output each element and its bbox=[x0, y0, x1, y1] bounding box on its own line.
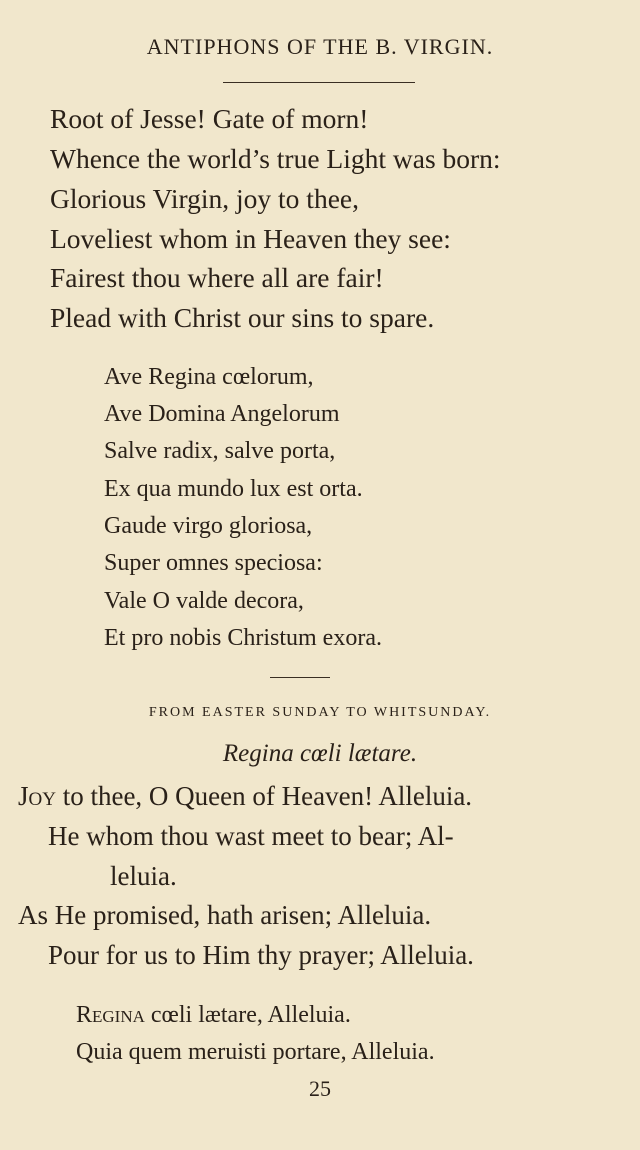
hymn-line-5: Fairest thou where all are fair! bbox=[50, 262, 384, 293]
season-heading: FROM EASTER SUNDAY TO WHITSUNDAY. bbox=[148, 705, 492, 720]
drop-word: Regina bbox=[76, 1002, 145, 1028]
regina-english-line-2: He whom thou wast meet to bear; Al- bbox=[48, 821, 454, 851]
line-text: to thee, O Queen of Heaven! Alleluia. bbox=[55, 781, 473, 811]
page-number: 25 bbox=[309, 1076, 331, 1101]
latin-line-3: Salve radix, salve porta, bbox=[104, 438, 336, 464]
latin-line-6: Super omnes speciosa: bbox=[104, 550, 323, 576]
regina-english-line-3: leluia. bbox=[110, 861, 177, 891]
running-header: ANTIPHONS OF THE B. VIRGIN. bbox=[146, 34, 494, 59]
hymn-line-2: Whence the world’s true Light was born: bbox=[50, 143, 501, 174]
hymn-line-3: Glorious Virgin, joy to thee, bbox=[50, 183, 359, 214]
hymn-line-1: Root of Jesse! Gate of morn! bbox=[50, 103, 369, 134]
regina-english-line-5: Pour for us to Him thy prayer; Alleluia. bbox=[48, 940, 474, 970]
latin-line-1: Ave Regina cœlorum, bbox=[104, 364, 314, 390]
latin-line-7: Vale O valde decora, bbox=[104, 588, 304, 614]
header-rule bbox=[223, 82, 415, 83]
latin-line-5: Gaude virgo gloriosa, bbox=[104, 513, 313, 539]
hymn-line-4: Loveliest whom in Heaven they see: bbox=[50, 223, 451, 254]
latin-line-2: Ave Domina Angelorum bbox=[104, 401, 340, 427]
section-rule bbox=[270, 677, 330, 678]
regina-latin-line-1 bbox=[76, 1002, 351, 1029]
drop-word: Joy bbox=[18, 781, 56, 811]
line-text: cœli lætare, Alleluia. bbox=[144, 1002, 351, 1028]
regina-english-line-1 bbox=[18, 781, 472, 812]
latin-line-4: Ex qua mundo lux est orta. bbox=[104, 476, 363, 502]
regina-title: Regina cœli lætare. bbox=[222, 740, 418, 767]
hymn-line-6: Plead with Christ our sins to spare. bbox=[50, 302, 435, 333]
latin-line-8: Et pro nobis Christum exora. bbox=[104, 625, 382, 651]
regina-latin-line-2: Quia quem meruisti portare, Alleluia. bbox=[76, 1039, 435, 1065]
regina-english-line-4: As He promised, hath arisen; Alleluia. bbox=[18, 900, 432, 930]
